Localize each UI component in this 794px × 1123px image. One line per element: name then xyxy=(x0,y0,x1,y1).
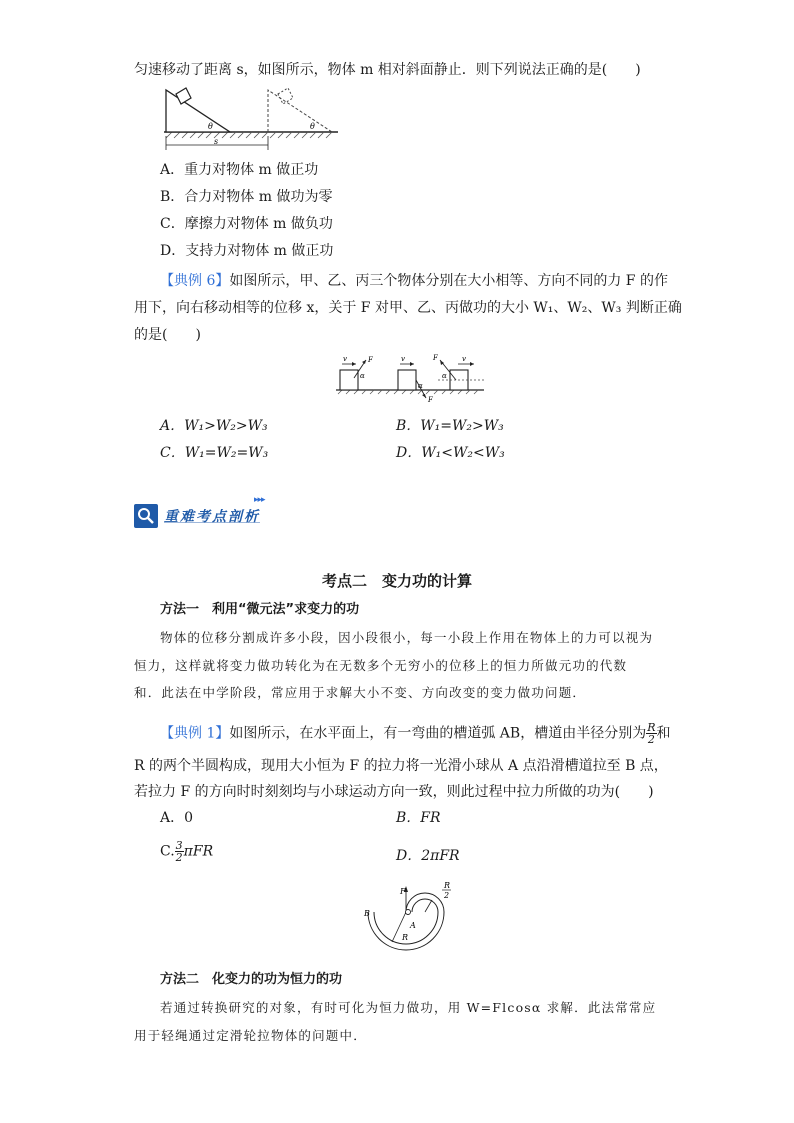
velocity-label-3: v xyxy=(462,355,466,363)
fig3-force-label: F xyxy=(400,887,406,896)
q1-option-b[interactable]: B．合力对物体 m 做功为零 xyxy=(160,189,333,205)
q2-text-1: 如图所示，甲、乙、丙三个物体分别在大小相等、方向不同的力 F 的作 xyxy=(229,273,668,289)
velocity-label-1: v xyxy=(343,355,347,363)
key-points-banner xyxy=(134,495,280,528)
radius-half-num: R xyxy=(444,881,451,890)
option-c-suffix: πFR xyxy=(183,843,214,860)
radius-half-den: 2 xyxy=(444,891,450,900)
q1-option-d[interactable]: D．支持力对物体 m 做正功 xyxy=(160,243,334,259)
fraction-denominator: 2 xyxy=(647,733,655,746)
q3-line-1 xyxy=(160,722,671,745)
method-2-para-2: 用于轻绳通过定滑轮拉物体的问题中． xyxy=(134,1028,367,1043)
point-b-label: B xyxy=(364,909,370,918)
q2-line-1 xyxy=(160,271,668,291)
radius-r-label: R xyxy=(402,933,409,942)
example-tag-2: 【典例 1】 xyxy=(160,725,230,742)
q3-text-2: R 的两个半圆构成，现用大小恒为 F 的拉力将一光滑小球从 A 点沿滑槽道拉至 B 点， xyxy=(134,758,668,774)
q1-option-c[interactable]: C．摩擦力对物体 m 做负功 xyxy=(160,216,333,232)
q3-text-1b: 和 xyxy=(656,725,671,742)
distance-s-label: s xyxy=(214,137,219,146)
example-tag: 【典例 6】 xyxy=(160,273,230,289)
section-title: 考点二 变力功的计算 xyxy=(321,572,472,590)
method-1-title: 方法一 利用“微元法”求变力的功 xyxy=(160,602,360,617)
groove-figure xyxy=(362,878,458,964)
banner-arrows-icon: ▸▸▸ xyxy=(254,495,265,505)
method-1-para-2: 恒力，这样就将变力做功转化为在无数多个无穷小的位移上的恒力所做元功的代数 xyxy=(134,658,628,673)
method-2-title: 方法二 化变力的功为恒力的功 xyxy=(160,972,343,987)
q3-option-b[interactable]: B．FR xyxy=(396,810,441,826)
r-over-2-fraction xyxy=(646,722,656,745)
incline-figure xyxy=(164,86,340,152)
magnifier-icon xyxy=(134,504,158,528)
q3-option-c[interactable] xyxy=(160,840,213,863)
q3-option-d[interactable]: D．2πFR xyxy=(396,848,460,864)
question-intro: 匀速移动了距离 s，如图所示，物体 m 相对斜面静止．则下列说法正确的是( ) xyxy=(134,62,641,78)
q2-text-3: 的是( ) xyxy=(134,327,201,343)
velocity-label-2: v xyxy=(401,355,405,363)
q3-option-a[interactable]: A．0 xyxy=(160,810,194,826)
q2-option-b[interactable]: B．W₁=W₂>W₃ xyxy=(396,418,504,434)
method-2-para-1: 若通过转换研究的对象，有时可化为恒力做功，用 W=Flcosα 求解．此法常常应 xyxy=(160,1000,657,1015)
alpha-label-3: α xyxy=(442,372,447,380)
force-label-3: F xyxy=(433,354,438,362)
theta-label-2: θ xyxy=(310,122,315,131)
option-c-prefix: C. xyxy=(160,843,175,860)
fraction-numerator: R xyxy=(647,721,656,734)
force-label-1: F xyxy=(368,356,373,364)
q2-option-d[interactable]: D．W₁<W₂<W₃ xyxy=(396,445,505,461)
banner-title: 重难考点剖析 xyxy=(164,509,260,525)
c-denominator: 2 xyxy=(175,851,183,864)
method-1-para-3: 和．此法在中学阶段，常应用于求解大小不变、方向改变的变力做功问题． xyxy=(134,685,587,700)
point-a-label: A xyxy=(410,921,416,930)
force-label-2: F xyxy=(428,396,433,404)
theta-label-1: θ xyxy=(208,122,213,131)
q2-text-2: 用下，向右移动相等的位移 x，关于 F 对甲、乙、丙做功的大小 W₁、W₂、W₃ 判断正确 xyxy=(134,300,682,316)
three-blocks-figure xyxy=(334,352,494,406)
q1-option-a[interactable]: A．重力对物体 m 做正功 xyxy=(160,162,319,178)
q3-text-3: 若拉力 F 的方向时时刻刻均与小球运动方向一致，则此过程中拉力所做的功为( ) xyxy=(134,784,654,800)
q3-text-1a: 如图所示，在水平面上，有一弯曲的槽道弧 AB，槽道由半径分别为 xyxy=(229,725,647,742)
three-halves-fraction xyxy=(175,840,184,863)
q2-option-c[interactable]: C．W₁=W₂=W₃ xyxy=(160,445,269,461)
alpha-label-2: α xyxy=(418,382,423,390)
q2-option-a[interactable]: A．W₁>W₂>W₃ xyxy=(160,418,268,434)
alpha-label-1: α xyxy=(360,372,365,380)
method-1-para-1: 物体的位移分割成许多小段，因小段很小，每一小段上作用在物体上的力可以视为 xyxy=(160,630,654,645)
c-numerator: 3 xyxy=(175,839,183,852)
